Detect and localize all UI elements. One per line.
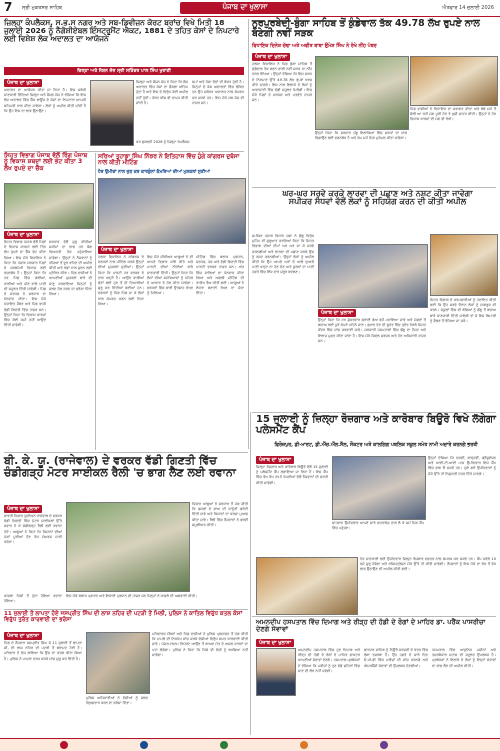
ad-logo-red	[60, 741, 68, 749]
mid-story-body-3: ਮੀਟਿੰਗ ਵਿੱਚ ਬਲਾਕ ਪ੍ਰਧਾਨ, ਸਰਪੰਚ, ਪੰਚ ਅਤੇ ਵੱਡੀ ਗਿਣਤੀ ਵਿੱਚ ਪਾਰਟੀ ਵਰਕਰ ਹਾਜ਼ਰ ਸਨ। ਅੰਤ ਵਿੱਚ ਸਾਰਿਆਂ ਦਾ ਧੰਨਵਾਦ ਕੀਤਾ ਗਿਆ ਅਤੇ ਅਗਲੀ ਮੀਟਿੰਗ ਦੀ ਤਾਰੀਖ ਤੈਅ ਕੀਤੀ ਗਈ। ਆਗੂਆਂ ਨੇ ਏਕਤਾ ਬਣਾਈ ਰੱਖਣ ਦਾ ਸੱਦਾ ਦਿੱਤਾ।	[196, 255, 244, 296]
sep	[4, 609, 248, 610]
camp-subhead: ਫਿਰੋਜ਼ਪੁਰ, ਡੀ-ਮਾਰਟ, ਡੀ.ਐੱਚ.ਐੱਲ.ਸੈੱਲ, ਸੌਕਟਰ ਅਤੇ ਕਾਲਗਿਗ ਪਬਲਿਕ ਸਕੂਲ ਸਮੇਤ ਨਾਮੀ ਅਦਾਰੇ ਕਰਨਗੇ ਭਰਤੀ	[274, 443, 478, 448]
speaker-photo	[430, 234, 498, 296]
mid-story-headline: ਸਰਿਆਂ ਤੁਹਾਡਾ ਸਿੰਘ ਨਿੱਝਰ ਨੇ ਇਤਿਹਾਸ ਵਿੱਚ ਹੁੰਗੇ ਕਾਂਗਰਸ ਦੁਬੱਸਾ ਨਾਲ ਕੀਤੀ ਮੀਟਿੰਗ	[98, 154, 240, 167]
sep	[252, 187, 496, 188]
bku-body-4: ਕਾਫ਼ਲਾ ਪਿੰਡਾਂ ਤੋਂ ਹੁੰਦਾ ਹੋਇਆ ਰਵਾਨਾ ਹੋਇਆ।	[4, 594, 62, 604]
sep	[95, 153, 96, 450]
sep	[248, 19, 249, 449]
bottom-right-body: ਅਮਨਦੀਪ ਹਸਪਤਾਲ ਵਿੱਚ ਹੁਣ ਦਿਮਾਗ ਅਤੇ ਰੀੜ੍ਹ ਦੀ ਹੱਡੀ ਦੇ ਰੋਗਾਂ ਦੇ ਮਾਹਿਰ ਡਾਕਟਰ ਆਪਣੀਆਂ ਸੇਵਾਵਾਂ ਦੇਣਗੇ। ਹਸਪਤਾਲ ਪ੍ਰਬੰਧਕਾਂ ਨੇ ਦੱਸਿਆ ਕਿ ਮਰੀਜ਼ਾਂ ਨੂੰ ਹੁਣ ਵੱਡੇ ਸ਼ਹਿਰਾਂ ਵਿੱਚ ਜਾਣ ਦੀ ਲੋੜ ਨਹੀਂ ਪਵੇਗੀ।	[298, 648, 360, 673]
bottom-left-byline: ਪੰਜਾਬ ਦਾ ਖੁਲਾਸਾ	[4, 632, 42, 640]
camp-body-2: ਚਾਹਵਾਨ ਉਮੀਦਵਾਰ ਆਪਣੇ ਸਾਰੇ ਦਸਤਾਵੇਜ਼ ਨਾਲ ਲੈ ਕੇ ਸਮੇਂ ਸਿਰ ਕੈਂਪ ਵਿੱਚ ਪਹੁੰਚਣ।	[332, 521, 424, 531]
leaders-photo	[410, 56, 498, 106]
camp-headline: 15 ਜੁਲਾਈ ਨੂੰ ਜ਼ਿਲ੍ਹਾ ਰੋਜ਼ਗਾਰ ਅਤੇ ਕਾਰੋਬਾਰ ਬਿਊਰੋ ਵਿਖੇ ਲੱਗੇਗਾ ਪਲੇਸਮੈਂਟ ਕੈਂਪ	[256, 414, 496, 436]
right-mid-headline: ਘਰ-ਘਰ ਸਰਵੇ ਕਰਕੇ ਲਾਰਵਾ ਦੀ ਪਛਾਣ ਅਤੇ ਨਸ਼ਟ ਕੀਤਾ ਜਾਵੇਗਾ ਸਪੀਕਰ ਸੰਧਵਾਂ ਵੱਲੋਂ ਲੋਕਾਂ ਨੂੰ ਸਹਿਯੋਗ ਕਰਨ ਦੀ ਕੀਤੀ ਅਪੀਲ	[282, 189, 473, 207]
camp-body: ਜ਼ਿਲ੍ਹਾ ਰੋਜ਼ਗਾਰ ਅਤੇ ਕਾਰੋਬਾਰ ਬਿਊਰੋ ਵੱਲੋਂ 15 ਜੁਲਾਈ ਨੂੰ ਪਲੇਸਮੈਂਟ ਕੈਂਪ ਲਗਾਇਆ ਜਾ ਰਿਹਾ ਹੈ। ਇਸ ਕੈਂਪ ਵਿੱਚ ਵੱਖ ਵੱਖ ਨਾਮੀ ਕੰਪਨੀਆਂ ਵੱਲੋਂ ਨੌਜਵਾਨਾਂ ਦੀ ਭਰਤੀ ਕੀਤੀ ਜਾਵੇਗੀ।	[256, 465, 328, 485]
mid-story-body-2: ਇਸ ਮੌਕੇ ਸੀਨੀਅਰ ਆਗੂਆਂ ਨੇ ਵੀ ਆਪਣੇ ਵਿਚਾਰ ਸਾਂਝੇ ਕੀਤੇ ਅਤੇ ਪਾਰਟੀ ਦੀਆਂ ਨੀਤੀਆਂ ਬਾਰੇ ਜਾਣਕਾਰੀ ਦਿੱਤੀ। ਉਨ੍ਹਾਂ ਕਿਹਾ ਕਿ ਲੋਕਾਂ ਦੀਆਂ ਸਮੱਸਿਆਵਾਂ ਨੂੰ ਪਹਿਲ ਦੇ ਆਧਾਰ ਤੇ ਹੱਲ ਕੀਤਾ ਜਾਵੇਗਾ। ਵਰਕਰਾਂ ਵਿੱਚ ਭਾਰੀ ਉਤਸ਼ਾਹ ਦੇਖਣ ਨੂੰ ਮਿਲਿਆ।	[147, 255, 193, 296]
bku-body-2: ਕਿਸਾਨ ਆਗੂਆਂ ਨੇ ਸਰਕਾਰ ਤੋਂ ਮੰਗ ਕੀਤੀ ਕਿ ਫ਼ਸਲਾਂ ਦੇ ਭਾਅ ਦੀ ਕਾਨੂੰਨੀ ਗਰੰਟੀ ਦਿੱਤੀ ਜਾਵੇ ਅਤੇ ਕਿਸਾਨਾਂ ਦਾ ਕਰਜ਼ਾ ਮੁਆਫ਼ ਕੀਤਾ ਜਾਵੇ। ਰੈਲੀ ਵਿੱਚ ਨੌਜਵਾਨਾਂ ਨੇ ਭਰਵੀਂ ਸ਼ਮੂਲੀਅਤ ਕੀਤੀ।	[192, 502, 248, 527]
camp-body-3: ਉਨ੍ਹਾਂ ਦੱਸਿਆ ਕਿ ਦਸਵੀਂ, ਬਾਰ੍ਹਵੀਂ, ਗ੍ਰੈਜੂਏਸ਼ਨ ਅਤੇ ਆਈ.ਟੀ.ਆਈ ਪਾਸ ਉਮੀਦਵਾਰ ਇਸ ਕੈਂਪ ਵਿੱਚ ਭਾਗ ਲੈ ਸਕਦੇ ਹਨ। ਚੁਣੇ ਗਏ ਉਮੀਦਵਾਰਾਂ ਨੂੰ ਮੌਕੇ ਉੱਤੇ ਹੀ ਨਿਯੁਕਤੀ ਪੱਤਰ ਦਿੱਤੇ ਜਾਣਗੇ।	[428, 456, 496, 476]
sep	[252, 412, 496, 413]
right-top-headline: ਨੂਰਪੁਰਬੇਦੀ-ਬੁੰਗਾ ਸਾਹਿਬ ਤੋਂ ਕੁੰਡੇਵਾਲ ਤੱਕ 49.78 ਲੱਖ ਰੁਪਏ ਨਾਲ ਬਣੇਗੀ ਨਵੀਂ ਸੜਕ	[252, 18, 480, 39]
left-story2-body-2: ਸਰਕਾਰ ਵੱਲੋਂ ਸ਼ੁਰੂ ਕੀਤੀਆਂ ਸਕੀਮਾਂ ਦਾ ਲਾਭ ਹਰ ਯੋਗ ਵਿਅਕਤੀ ਤੱਕ ਪਹੁੰਚਾਇਆ ਜਾਵੇਗਾ। ਉਨ੍ਹਾਂ ਨੇ ਨੌਜਵਾਨਾਂ ਨੂੰ ਨਸ਼ਿਆਂ ਤੋਂ ਦੂਰ ਰਹਿਣ ਦੀ ਅਪੀਲ ਕੀਤੀ ਅਤੇ ਖੇਡਾਂ ਨਾਲ ਜੁੜਨ ਲਈ ਪ੍ਰੇਰਿਤ ਕੀਤਾ। ਪਿੰਡ ਵਾਸੀਆਂ ਨੇ ਆਪਣੀਆਂ ਮੁਸ਼ਕਲਾਂ ਬਾਰੇ ਵੀ ਜਾਣੂ ਕਰਵਾਇਆ ਜਿਨ੍ਹਾਂ ਨੂੰ ਜਲਦ ਹੱਲ ਕਰਨ ਦਾ ਭਰੋਸਾ ਦਿੱਤਾ ਗਿਆ।	[49, 240, 92, 297]
right-mid-body: ਸਪੀਕਰ ਪੰਜਾਬ ਵਿਧਾਨ ਸਭਾ ਨੇ ਡੇਂਗੂ ਵਿਰੁੱਧ ਮੁਹਿੰਮ ਦੀ ਸ਼ੁਰੂਆਤ ਕਰਦਿਆਂ ਕਿਹਾ ਕਿ ਸਿਹਤ ਵਿਭਾਗ ਦੀਆਂ ਟੀਮਾਂ ਘਰ ਘਰ ਜਾ ਕੇ ਸਰਵੇ ਕਰਨਗੀਆਂ ਅਤੇ ਲਾਰਵਾ ਦੀ ਪਛਾਣ ਕਰਕੇ ਉਸ ਨੂੰ ਨਸ਼ਟ ਕਰਨਗੀਆਂ। ਉਨ੍ਹਾਂ ਲੋਕਾਂ ਨੂੰ ਅਪੀਲ ਕੀਤੀ ਕਿ ਉਹ ਆਪਣੇ ਘਰਾਂ ਦੇ ਆਲੇ ਦੁਆਲੇ ਪਾਣੀ ਖੜ੍ਹਾ ਨਾ ਹੋਣ ਦੇਣ ਅਤੇ ਕੂਲਰਾਂ ਦਾ ਪਾਣੀ ਹਫ਼ਤੇ ਵਿੱਚ ਇੱਕ ਵਾਰ ਜ਼ਰੂਰ ਬਦਲਣ।	[252, 234, 314, 275]
left-story2-byline: ਪੰਜਾਬ ਦਾ ਖੁਲਾਸਾ	[4, 231, 42, 239]
bku-body: ਭਾਰਤੀ ਕਿਸਾਨ ਯੂਨੀਅਨ ਰਾਜੇਵਾਲ ਦੇ ਵਰਕਰ ਵੱਡੀ ਗਿਣਤੀ ਵਿੱਚ ਮੋਟਰ ਸਾਈਕਲਾਂ ਉੱਤੇ ਸਵਾਰ ਹੋ ਕੇ ਚੰਡੀਗੜ੍ਹ ਰੈਲੀ ਲਈ ਰਵਾਨਾ ਹੋਏ। ਆਗੂਆਂ ਨੇ ਕਿਹਾ ਕਿ ਕਿਸਾਨਾਂ ਦੀਆਂ ਮੰਗਾਂ ਪੂਰੀਆਂ ਹੋਣ ਤੱਕ ਸੰਘਰਸ਼ ਜਾਰੀ ਰਹੇਗਾ।	[4, 514, 62, 545]
bottom-right-body-3: ਹਸਪਤਾਲ ਵਿੱਚ ਆਧੁਨਿਕ ਮਸ਼ੀਨਾਂ ਅਤੇ ਤਜ਼ਰਬੇਕਾਰ ਸਟਾਫ਼ ਦੀ ਸਹੂਲਤ ਉਪਲਬਧ ਹੈ। ਪ੍ਰਬੰਧਕਾਂ ਨੇ ਇਲਾਕੇ ਦੇ ਲੋਕਾਂ ਨੂੰ ਇਨ੍ਹਾਂ ਸੇਵਾਵਾਂ ਦਾ ਲਾਭ ਲੈਣ ਦੀ ਅਪੀਲ ਕੀਤੀ।	[432, 648, 496, 668]
cheque-ceremony-photo	[4, 183, 94, 229]
victim-photo	[86, 632, 150, 694]
ad-logo-purple	[380, 741, 388, 749]
judge-portrait	[90, 80, 134, 146]
bottom-right-byline: ਪੰਜਾਬ ਦਾ ਖੁਲਾਸਾ	[256, 639, 294, 647]
judge-photo-caption: ਕਰ ਬੁਕਲਨੀ 2026 ਨੂੰ ਜ਼ਿਲ੍ਹਾ ਕੰਪਲੈਕਸ	[136, 140, 190, 144]
ad-logo-blue	[140, 741, 148, 749]
camp-byline: ਪੰਜਾਬ ਦਾ ਖੁਲਾਸਾ	[256, 456, 294, 464]
bku-body-3: ਇਸ ਮੌਕੇ ਬਲਾਕ ਪ੍ਰਧਾਨ ਅਤੇ ਇਕਾਈ ਪ੍ਰਧਾਨ ਵੀ ਹਾਜ਼ਰ ਸਨ ਜਿਨ੍ਹਾਂ ਨੇ ਕਾਫ਼ਲੇ ਦੀ ਅਗਵਾਈ ਕੀਤੀ।	[66, 594, 198, 598]
mid-story-body: ਹਲਕਾ ਵਿਧਾਇਕ ਨੇ ਕਾਂਗਰਸ ਦੇ ਵਰਕਰਾਂ ਨਾਲ ਮੀਟਿੰਗ ਕਰਕੇ ਉਨ੍ਹਾਂ ਦੀਆਂ ਮੁਸ਼ਕਲਾਂ ਸੁਣੀਆਂ। ਉਨ੍ਹਾਂ ਕਿਹਾ ਕਿ ਪਾਰਟੀ ਹਰ ਵਰਕਰ ਦੇ ਨਾਲ ਖੜ੍ਹੀ ਹੈ। ਆਉਣ ਵਾਲੀਆਂ ਚੋਣਾਂ ਲਈ ਹੁਣ ਤੋਂ ਹੀ ਤਿਆਰੀਆਂ ਸ਼ੁਰੂ ਕਰ ਦਿੱਤੀਆਂ ਗਈਆਂ ਹਨ। ਵਰਕਰਾਂ ਨੂੰ ਪਿੰਡ ਪਿੰਡ ਜਾ ਕੇ ਲੋਕਾਂ ਨਾਲ ਸੰਪਰਕ ਕਰਨ ਲਈ ਕਿਹਾ ਗਿਆ।	[98, 255, 144, 306]
mid-story-byline: ਪੰਜਾਬ ਦਾ ਖੁਲਾਸਾ	[98, 246, 136, 254]
right-top-subhead: ਵਿਧਾਇਕ ਦਿਨੇਸ਼ ਚੱਢਾ ਅਤੇ ਅਵੀਤ ਬਾਬਾ ਉਮੇਸ਼ ਸਿੰਘ ਨੇ ਰੱਖੇ ਨੀਂਹ ਪੱਥਰ	[252, 44, 377, 49]
meeting-photo	[98, 178, 246, 244]
masthead-left-text: ਸ੍ਰੀ ਮੁਕਤਸਰ ਸਾਹਿਬ	[22, 5, 63, 11]
ad-logo-orange	[300, 741, 308, 749]
masthead-title-banner	[180, 2, 310, 14]
bottom-ad-band	[0, 738, 500, 751]
masthead-title: ਪੰਜਾਬ ਦਾ ਖੁਲਾਸਾ	[222, 3, 268, 11]
bottom-left-body-3: ਪਰਿਵਾਰਕ ਮੈਂਬਰਾਂ ਅਤੇ ਪਿੰਡ ਵਾਸੀਆਂ ਨੇ ਪੁਲਿਸ ਪ੍ਰਸ਼ਾਸਨ ਤੋਂ ਮੰਗ ਕੀਤੀ ਕਿ ਮਾਮਲੇ ਦੀ ਨਿਰਪੱਖ ਜਾਂਚ ਕਰਕੇ ਦੋਸ਼ੀਆਂ ਵਿਰੁੱਧ ਸਖ਼ਤ ਕਾਰਵਾਈ ਕੀਤੀ ਜਾਵੇ। ਪੋਸਟਮਾਰਟਮ ਰਿਪੋਰਟ ਆਉਣ ਤੋਂ ਬਾਅਦ ਮੌਤ ਦੇ ਅਸਲ ਕਾਰਨਾਂ ਦਾ ਪਤਾ ਲੱਗੇਗਾ। ਪੁਲਿਸ ਨੇ ਕਿਹਾ ਕਿ ਕਿਸੇ ਵੀ ਦੋਸ਼ੀ ਨੂੰ ਬਖਸ਼ਿਆ ਨਹੀਂ ਜਾਵੇਗਾ।	[152, 632, 248, 657]
sep	[4, 452, 248, 453]
right-mid-body-2: ਉਨ੍ਹਾਂ ਕਿਹਾ ਕਿ ਹਰ ਸ਼ੁੱਕਰਵਾਰ ਡਰਾਈ ਡੇਅ ਵਜੋਂ ਮਨਾਇਆ ਜਾਵੇ ਅਤੇ ਮੱਛਰਾਂ ਤੋਂ ਬਚਾਅ ਲਈ ਪੂਰੇ ਕੱਪੜੇ ਪਹਿਨੇ ਜਾਣ। ਬੁਖਾਰ ਹੋਣ ਦੀ ਸੂਰਤ ਵਿੱਚ ਤੁਰੰਤ ਨੇੜਲੇ ਸਿਹਤ ਕੇਂਦਰ ਵਿੱਚ ਜਾਂਚ ਕਰਵਾਈ ਜਾਵੇ। ਸਰਕਾਰੀ ਹਸਪਤਾਲਾਂ ਵਿੱਚ ਡੇਂਗੂ ਦਾ ਟੈਸਟ ਅਤੇ ਇਲਾਜ ਮੁਫ਼ਤ ਕੀਤਾ ਜਾਂਦਾ ਹੈ। ਇਸ ਮੌਕੇ ਸਿਵਲ ਸਰਜਨ ਅਤੇ ਹੋਰ ਅਧਿਕਾਰੀ ਹਾਜ਼ਰ ਸਨ।	[318, 318, 426, 343]
bku-byline: ਪੰਜਾਬ ਦਾ ਖੁਲਾਸਾ	[4, 505, 42, 513]
left-story-byline: ਪੰਜਾਬ ਦਾ ਖੁਲਾਸਾ	[4, 79, 42, 87]
bottom-right-body-2: ਡਾਕਟਰ ਸਾਹਿਬ ਨੂੰ ਨਿਊਰੋ ਸਰਜਰੀ ਦੇ ਖੇਤਰ ਵਿੱਚ ਲੰਬਾ ਤਜ਼ਰਬਾ ਹੈ। ਉਹ ਹਫ਼ਤੇ ਦੇ ਸਾਰੇ ਦਿਨ ਓ.ਪੀ.ਡੀ ਵਿੱਚ ਮਰੀਜ਼ਾਂ ਦੀ ਜਾਂਚ ਕਰਨਗੇ ਅਤੇ ਐਮਰਜੈਂਸੀ ਸੇਵਾਵਾਂ ਵੀ ਉਪਲਬਧ ਹੋਣਗੀਆਂ।	[364, 648, 428, 668]
left-story-subhead: ਜ਼ਿਲ੍ਹਾ ਅਤੇ ਸੈਸ਼ਨ ਜੱਜ ਸ੍ਰੀ ਸਤਿੰਦਰ ਪਾਲ ਸਿੰਘ ਖੁਰਾਣੀ	[77, 69, 171, 74]
placement-office-photo	[332, 456, 426, 520]
larva-campaign-photo	[318, 244, 428, 308]
left-story-body-3: ਸਮਾਂ ਅਤੇ ਪੈਸਾ ਦੋਵਾਂ ਦੀ ਬੱਚਤ ਹੁੰਦੀ ਹੈ। ਜਿਨ੍ਹਾਂ ਦੇ ਕੇਸ ਅਦਾਲਤਾਂ ਵਿੱਚ ਲੰਬਿਤ ਹਨ ਉਹ ਸਬੰਧਤ ਅਦਾਲਤ ਨਾਲ ਸੰਪਰਕ ਕਰ ਸਕਦੇ ਹਨ। ਇਸ ਮੌਕੇ ਸਬ ਜੱਜ ਵੀ ਹਾਜ਼ਰ ਸਨ।	[192, 80, 244, 105]
masthead	[0, 0, 500, 16]
bku-headline: ਬੀ. ਕੇ. ਯੂ. (ਰਾਜੇਵਾਲ) ਦੇ ਵਰਕਰ ਵੱਡੀ ਗਿਣਤੀ ਵਿੱਚ ਚੰਡੀਗੜ੍ਹ ਮੋਟਰ ਸਾਈਕਲ ਰੈਲੀ 'ਚ ਭਾਗ ਲੈਣ ਲਈ ਰਵਾਨਾ	[4, 454, 236, 479]
sep	[252, 616, 496, 617]
right-mid-byline: ਪੰਜਾਬ ਦਾ ਖੁਲਾਸਾ	[318, 309, 356, 317]
camp-body-4: ਹੋਰ ਜਾਣਕਾਰੀ ਲਈ ਉਮੀਦਵਾਰ ਜ਼ਿਲ੍ਹਾ ਰੋਜ਼ਗਾਰ ਦਫ਼ਤਰ ਨਾਲ ਸੰਪਰਕ ਕਰ ਸਕਦੇ ਹਨ। ਕੈਂਪ ਸਵੇਰੇ 10 ਵਜੇ ਸ਼ੁਰੂ ਹੋਵੇਗਾ ਅਤੇ ਰਜਿਸਟ੍ਰੇਸ਼ਨ ਮੌਕੇ ਉੱਤੇ ਹੀ ਕੀਤੀ ਜਾਵੇਗੀ। ਨੌਜਵਾਨਾਂ ਨੂੰ ਇਸ ਮੌਕੇ ਦਾ ਵੱਧ ਤੋਂ ਵੱਧ ਲਾਭ ਉਠਾਉਣ ਦੀ ਅਪੀਲ ਕੀਤੀ ਗਈ।	[360, 557, 496, 572]
ad-logo-green	[220, 741, 228, 749]
right-mid-body-3: ਸਿਹਤ ਵਿਭਾਗ ਦੇ ਕਰਮਚਾਰੀਆਂ ਨੂੰ ਹਦਾਇਤ ਕੀਤੀ ਗਈ ਕਿ ਉਹ ਸਰਵੇ ਦੌਰਾਨ ਲੋਕਾਂ ਨੂੰ ਜਾਗਰੂਕ ਵੀ ਕਰਨ। ਸਕੂਲਾਂ ਵਿੱਚ ਵੀ ਬੱਚਿਆਂ ਨੂੰ ਡੇਂਗੂ ਤੋਂ ਬਚਾਅ ਬਾਰੇ ਜਾਣਕਾਰੀ ਦਿੱਤੀ ਜਾਵੇਗੀ ਤਾਂ ਜੋ ਇਸ ਬਿਮਾਰੀ ਨੂੰ ਫੈਲਣ ਤੋਂ ਰੋਕਿਆ ਜਾ ਸਕੇ।	[430, 298, 496, 323]
bku-rally-photo	[66, 502, 190, 592]
left-story-subhead-band	[4, 67, 244, 75]
sep	[250, 412, 251, 735]
right-top-body-3: ਪਿੰਡ ਵਾਸੀਆਂ ਨੇ ਵਿਧਾਇਕ ਦਾ ਸਵਾਗਤ ਕੀਤਾ ਅਤੇ ਲੰਬੇ ਸਮੇਂ ਤੋਂ ਚੱਲੀ ਆ ਰਹੀ ਮੰਗ ਪੂਰੀ ਹੋਣ ਤੇ ਖੁਸ਼ੀ ਜ਼ਾਹਰ ਕੀਤੀ। ਉਨ੍ਹਾਂ ਨੇ ਹੋਰ ਵਿਕਾਸ ਕਾਰਜਾਂ ਦੀ ਮੰਗ ਵੀ ਰੱਖੀ।	[410, 107, 496, 122]
left-story-body: ਅਦਾਲਤ ਦਾ ਆਯੋਜਨ ਕੀਤਾ ਜਾ ਰਿਹਾ ਹੈ। ਇਸ ਸਬੰਧੀ ਜਾਣਕਾਰੀ ਦਿੰਦਿਆਂ ਜ਼ਿਲ੍ਹਾ ਅਤੇ ਸੈਸ਼ਨ ਜੱਜ ਨੇ ਦੱਸਿਆ ਕਿ ਇਸ ਲੋਕ ਅਦਾਲਤ ਵਿੱਚ ਚੈੱਕ ਬਾਊਂਸ ਦੇ ਕੇਸਾਂ ਦਾ ਨਿਪਟਾਰਾ ਆਪਸੀ ਸਹਿਮਤੀ ਨਾਲ ਕੀਤਾ ਜਾਵੇਗਾ। ਲੋਕਾਂ ਨੂੰ ਅਪੀਲ ਕੀਤੀ ਜਾਂਦੀ ਹੈ ਕਿ ਉਹ ਇਸ ਦਾ ਲਾਭ ਉਠਾਉਣ।	[4, 88, 86, 113]
masthead-rule	[0, 16, 500, 17]
page-number: 7	[4, 0, 13, 14]
placement-camp-photo	[256, 557, 358, 615]
right-top-byline: ਪੰਜਾਬ ਦਾ ਖੁਲਾਸਾ	[252, 53, 290, 61]
bottom-right-headline: ਅਮਨਦੀਪ ਹਸਪਤਾਲ ਵਿੱਚ ਦਿਮਾਗ ਅਤੇ ਰੀੜ੍ਹ ਦੀ ਹੱਡੀ ਦੇ ਰੋਗਾਂ ਦੇ ਮਾਹਿਰ ਡਾ. ਪਰੈਂਕ ਪਾਸਰੀਚਾ ਦੇਣਗੇ ਸੇਵਾਵਾਂ	[256, 618, 486, 633]
right-top-body-2: ਉਨ੍ਹਾਂ ਕਿਹਾ ਕਿ ਸਰਕਾਰ ਪੇਂਡੂ ਇਲਾਕਿਆਂ ਵਿੱਚ ਸੜਕਾਂ ਦਾ ਜਾਲ ਵਿਛਾਉਣ ਲਈ ਵਚਨਬੱਧ ਹੈ ਅਤੇ ਕੰਮ ਸਮੇਂ ਸਿਰ ਮੁਕੰਮਲ ਕੀਤਾ ਜਾਵੇਗਾ।	[315, 131, 407, 141]
left-story-headline: ਜ਼ਿਲ੍ਹਾ ਕੰਪਲੈਕਸ, ਸ.ਭ.ਸ ਨਗਰ ਅਤੇ ਸਬ-ਡਿਵੀਜ਼ਨ ਕੋਰਟ ਬਰਾਂਚ ਵਿਖੇ ਮਿਤੀ 18 ਜੁਲਾਈ 2026 ਨੂੰ ਨੈਗੋਸ਼ੀਏਬਲ ਇੰਸਟ੍ਰੂਮੈਂਟ ਐਕਟ, 1881 ਦੇ ਤਹਿਤ ਕੇਸਾਂ ਦੇ ਨਿਪਟਾਰੇ ਲਈ ਵਿਸ਼ੇਸ਼ ਲੋਕ ਅਦਾਲਤ ਦਾ ਆਯੋਜਨ	[4, 18, 240, 43]
left-story-body-2: ਜ਼ਿਲ੍ਹਾ ਅਤੇ ਸੈਸ਼ਨ ਜੱਜ ਨੇ ਕਿਹਾ ਕਿ ਲੋਕ ਅਦਾਲਤ ਵਿੱਚ ਕੇਸਾਂ ਦਾ ਫ਼ੈਸਲਾ ਅੰਤਿਮ ਹੁੰਦਾ ਹੈ ਅਤੇ ਇਸ ਦੇ ਵਿਰੁੱਧ ਕੋਈ ਅਪੀਲ ਨਹੀਂ ਹੁੰਦੀ। ਕੋਰਟ ਫੀਸ ਵੀ ਵਾਪਸ ਕੀਤੀ ਜਾਂਦੀ ਹੈ।	[136, 80, 188, 105]
bottom-left-body: ਪਿੰਡ ਦੇ ਨੌਜਵਾਨ ਜਸਪ੍ਰੀਤ ਸਿੰਘ ਜੋ 11 ਜੁਲਾਈ ਤੋਂ ਲਾਪਤਾ ਸੀ, ਦੀ ਲਾਸ਼ ਨਹਿਰ ਦੀ ਪਟੜੀ ਤੋਂ ਬਰਾਮਦ ਹੋਈ ਹੈ। ਪਰਿਵਾਰ ਨੇ ਦੋਸ਼ ਲਾਇਆ ਕਿ ਉਸ ਦਾ ਕਤਲ ਕੀਤਾ ਗਿਆ ਹੈ। ਪੁਲਿਸ ਨੇ ਮਾਮਲਾ ਦਰਜ ਕਰਕੇ ਜਾਂਚ ਸ਼ੁਰੂ ਕਰ ਦਿੱਤੀ ਹੈ।	[4, 641, 82, 661]
masthead-date: ਐਤਵਾਰ 14 ਜੁਲਾਈ 2026	[442, 5, 494, 11]
left-story2-headline: ਸਿਹਤ ਵਿਭਾਗ ਪੰਜਾਬ ਵੱਲੋਂ ਰਿੰਗ ਪੰਜਾਬ ਨੂੰ ਵਿਕਾਸ ਸ਼ਬਦਾਂ ਲਈ ਭੇਟ ਕੀਤਾ 3 ਲੱਖ ਰੁਪਏ ਦਾ ਚੈੱਕ	[4, 152, 88, 172]
left-story2-body: ਸਿਹਤ ਵਿਭਾਗ ਪੰਜਾਬ ਵੱਲੋਂ ਪਿੰਡਾਂ ਦੇ ਵਿਕਾਸ ਕਾਰਜਾਂ ਲਈ ਤਿੰਨ ਲੱਖ ਰੁਪਏ ਦਾ ਚੈੱਕ ਭੇਟ ਕੀਤਾ ਗਿਆ। ਇਸ ਮੌਕੇ ਵਿਧਾਇਕ ਨੇ ਕਿਹਾ ਕਿ ਪੰਜਾਬ ਸਰਕਾਰ ਪਿੰਡਾਂ ਦੇ ਸਰਬਪੱਖੀ ਵਿਕਾਸ ਲਈ ਵਚਨਬੱਧ ਹੈ। ਉਨ੍ਹਾਂ ਕਿਹਾ ਕਿ ਹਰ ਪਿੰਡ ਵਿੱਚ ਗਲੀਆਂ, ਨਾਲੀਆਂ ਅਤੇ ਪੀਣ ਵਾਲੇ ਪਾਣੀ ਦੀ ਸਹੂਲਤ ਦਿੱਤੀ ਜਾਵੇਗੀ। ਪਿੰਡ ਦੇ ਸਰਪੰਚ ਨੇ ਸਰਕਾਰ ਦਾ ਧੰਨਵਾਦ ਕੀਤਾ। ਇਸ ਮੌਕੇ ਪੰਚਾਇਤ ਮੈਂਬਰ ਅਤੇ ਪਿੰਡ ਵਾਸੀ ਵੱਡੀ ਗਿਣਤੀ ਵਿੱਚ ਹਾਜ਼ਰ ਸਨ। ਉਨ੍ਹਾਂ ਕਿਹਾ ਕਿ ਵਿਕਾਸ ਕਾਰਜਾਂ ਵਿੱਚ ਕੋਈ ਕਮੀ ਨਹੀਂ ਆਉਣ ਦਿੱਤੀ ਜਾਵੇਗੀ।	[4, 240, 46, 328]
mid-story-subhead: ਹੋਰ ਉਮੀਦਾਂ ਨਾਲ ਜੁੜ ਕਰ ਕਾਰਕੁੰਨਾਂ ਕੈਮਰਿਆਂ ਦੀਆਂ ਮੁਸ਼ਕਲਾਂ ਸੁਣੀਆਂ	[98, 170, 210, 175]
bottom-left-body-2: ਪੁਲਿਸ ਅਧਿਕਾਰੀਆਂ ਨੇ ਦੋਸ਼ੀਆਂ ਨੂੰ ਜਲਦ ਗ੍ਰਿਫ਼ਤਾਰ ਕਰਨ ਦਾ ਭਰੋਸਾ ਦਿੱਤਾ।	[86, 696, 148, 706]
doctor-photo	[256, 648, 296, 696]
bottom-left-headline: 11 ਜੁਲਾਈ ਤੋਂ ਲਾਪਤਾ ਹੋਏ ਜਸਪ੍ਰੀਤ ਸਿੰਘ ਦੀ ਲਾਸ਼ ਨਹਿਰ ਦੀ ਪਟੜੀ ਤੋਂ ਮਿਲੀ, ਪੁਲਿਸ ਨੇ ਕਾਤਿਲ ਵਿਰੁੱਧ ਕਤਲ ਕੇਸਾਂ ਵਿਰੁੱਧ ਤੁਰੰਤ ਕਾਰਵਾਈ ਦਾ ਭਰੋਸਾ	[4, 611, 243, 623]
right-top-body: ਹਲਕਾ ਵਿਧਾਇਕ ਨੇ ਪਿੰਡ ਬੁੰਗਾ ਸਾਹਿਬ ਤੋਂ ਕੁੰਡੇਵਾਲ ਤੱਕ ਬਣਨ ਵਾਲੀ ਨਵੀਂ ਸੜਕ ਦਾ ਨੀਂਹ ਪੱਥਰ ਰੱਖਿਆ। ਉਨ੍ਹਾਂ ਦੱਸਿਆ ਕਿ ਇਸ ਸੜਕ ਦੇ ਨਿਰਮਾਣ ਉੱਤੇ 49.78 ਲੱਖ ਰੁਪਏ ਖਰਚ ਕੀਤੇ ਜਾਣਗੇ। ਇਸ ਨਾਲ ਇਲਾਕੇ ਦੇ ਲੋਕਾਂ ਨੂੰ ਆਵਾਜਾਈ ਵਿੱਚ ਵੱਡੀ ਸਹੂਲਤ ਮਿਲੇਗੀ। ਇਸ ਮੌਕੇ ਪਿੰਡਾਂ ਦੇ ਸਰਪੰਚ ਅਤੇ ਪਤਵੰਤੇ ਹਾਜ਼ਰ ਸਨ।	[252, 62, 312, 103]
road-foundation-photo	[315, 56, 409, 130]
